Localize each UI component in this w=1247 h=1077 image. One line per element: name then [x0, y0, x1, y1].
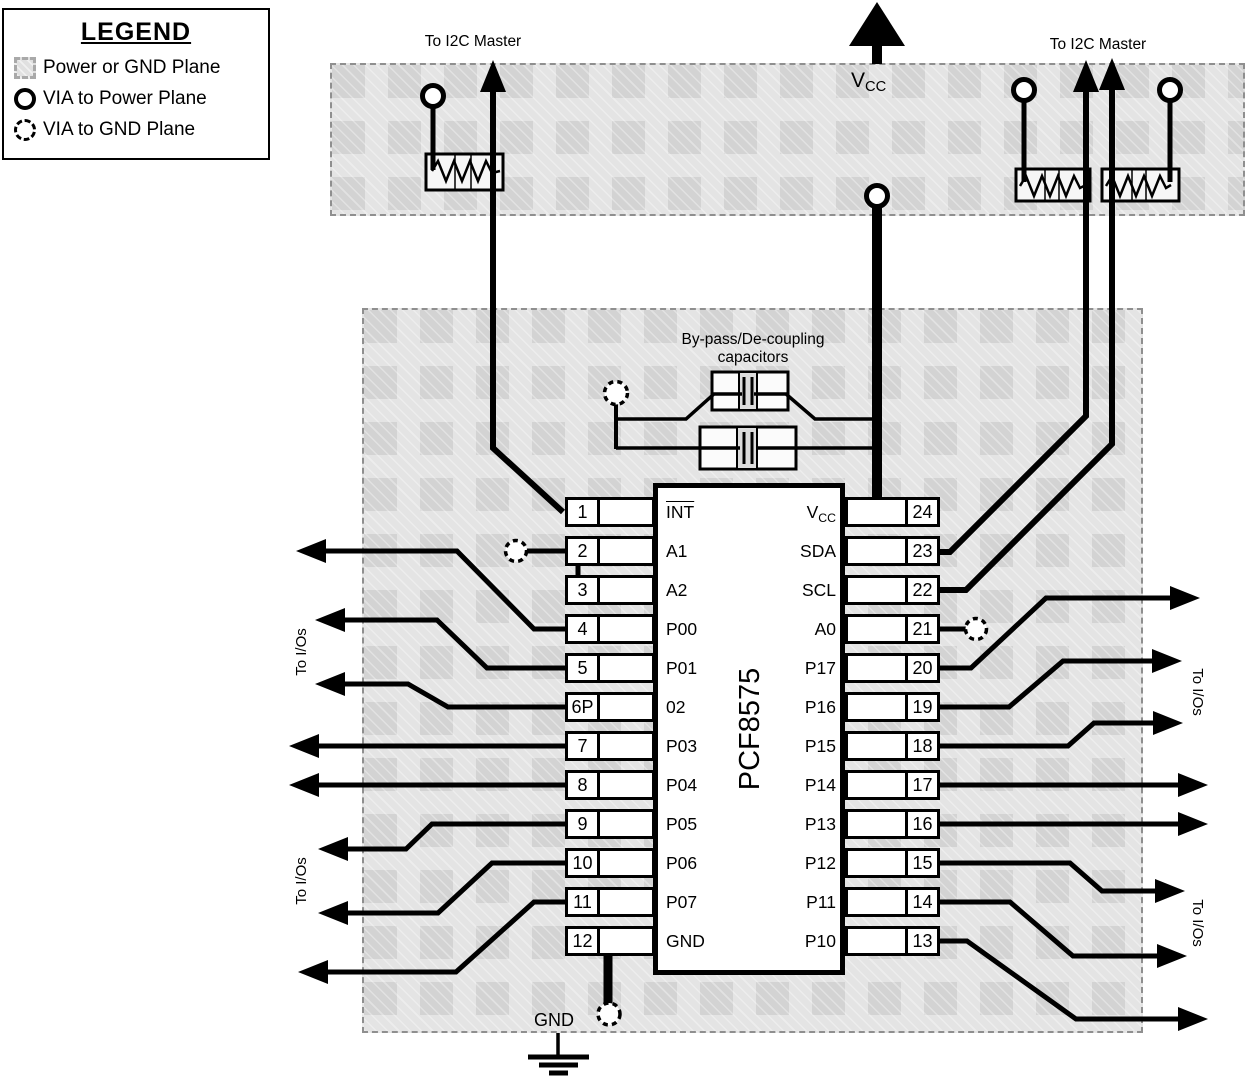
pin-label-a1: A1 [666, 541, 688, 561]
power-via-right-a [1014, 80, 1035, 101]
pin-pad [845, 926, 905, 956]
pin-number: 20 [905, 653, 940, 683]
pin-label-gnd: GND [666, 931, 705, 951]
power-via-right-b [1160, 80, 1181, 101]
via-gnd-icon [14, 119, 36, 141]
scl-arrowhead [1099, 58, 1125, 90]
pin-pad [600, 926, 655, 956]
pin-number: 3 [565, 575, 600, 605]
p00-trace [322, 551, 566, 629]
pin-11 [565, 887, 655, 917]
pin-number: 14 [905, 887, 940, 917]
pin-number: 21 [905, 614, 940, 644]
p12-arrowhead [1155, 879, 1185, 903]
pin-pad [600, 614, 655, 644]
left-pin-column [565, 497, 655, 965]
to-ios-label-right-2: To I/Os [1189, 899, 1206, 947]
p10-trace [940, 941, 1180, 1019]
pin-number: 17 [905, 770, 940, 800]
pin-pad [845, 692, 905, 722]
p17-arrowhead [1170, 586, 1200, 610]
pin-label-int: $\overline{INT}$ [666, 502, 695, 522]
pin-19 [845, 692, 940, 722]
bypass-capacitor-top [617, 372, 874, 419]
pin-24 [845, 497, 940, 527]
pin-label-p14: P14 [804, 775, 836, 795]
legend-item-via-gnd [14, 119, 258, 141]
legend-title: LEGEND [80, 18, 192, 46]
via-power-icon [14, 88, 36, 110]
vcc-arrowhead [849, 2, 905, 46]
pin-number: 1 [565, 497, 600, 527]
legend-item-label: VIA to Power Plane [43, 88, 207, 109]
pin-number: 9 [565, 809, 600, 839]
pin-pad [600, 497, 655, 527]
pin-8 [565, 770, 655, 800]
power-via-vcc [867, 186, 888, 207]
p11-arrowhead [1157, 944, 1187, 968]
p02-trace [341, 684, 566, 707]
earth-ground-symbol [528, 1033, 589, 1073]
legend-item-plane [14, 57, 258, 79]
pullup-resistor-right-a [1016, 169, 1090, 201]
pin-23 [845, 536, 940, 566]
pin-number: 16 [905, 809, 940, 839]
pin-number: 7 [565, 731, 600, 761]
pin-label-a2: A2 [666, 580, 688, 600]
pin-1 [565, 497, 655, 527]
p03-arrowhead [289, 734, 319, 758]
pin-pad [600, 536, 655, 566]
pin-number: 18 [905, 731, 940, 761]
pin-3 [565, 575, 655, 605]
pin-label-scl: SCL [801, 580, 836, 600]
pin-pad [845, 653, 905, 683]
sda-arrowhead [1073, 60, 1099, 92]
pin-number: 22 [905, 575, 940, 605]
pin-number: 4 [565, 614, 600, 644]
pin-number: 8 [565, 770, 600, 800]
pin-label-p12: P12 [804, 853, 836, 873]
p00-arrowhead [296, 539, 326, 563]
p02-arrowhead [315, 672, 345, 696]
gnd-via-cap [605, 382, 628, 405]
pin-13 [845, 926, 940, 956]
pin-label-vcc: $V_{CC}$ [806, 502, 836, 525]
gnd-via-a0 [966, 619, 987, 640]
legend-item-via-power [14, 88, 258, 110]
pin-number: 2 [565, 536, 600, 566]
p15-trace [940, 723, 1155, 746]
pin-7 [565, 731, 655, 761]
chip-right-pin-labels [738, 497, 836, 965]
pin-number: 5 [565, 653, 600, 683]
pin-4 [565, 614, 655, 644]
pin-label-sda: SDA [800, 541, 836, 561]
pin-label-p17: P17 [804, 658, 836, 678]
to-ios-label-right-1: To I/Os [1189, 668, 1206, 716]
gnd-via-bottom [598, 1003, 620, 1025]
legend [2, 8, 270, 160]
pin-number: 10 [565, 848, 600, 878]
pin-label-a0: A0 [814, 619, 836, 639]
pin-pad [600, 809, 655, 839]
pin-6P [565, 692, 655, 722]
pin-pad [600, 770, 655, 800]
gnd-label: GND [534, 1010, 574, 1030]
p04-arrowhead [289, 773, 319, 797]
bypass-capacitor-bottom [616, 427, 874, 469]
p12-trace [940, 863, 1157, 891]
bypass-capacitors-label: By-pass/De-coupling capacitors [681, 331, 825, 366]
pin-label-p01: P01 [666, 658, 698, 678]
to-i2c-master-label-right: To I2C Master [1049, 36, 1147, 53]
p05-trace [344, 824, 566, 849]
chip-name: PCF8575 [734, 667, 766, 791]
pin-pad [600, 887, 655, 917]
pin-20 [845, 653, 940, 683]
p05-arrowhead [318, 837, 348, 861]
int-arrowhead [480, 60, 506, 92]
pin-number: 6P [565, 692, 600, 722]
p10-arrowhead [1178, 1007, 1208, 1031]
pin-pad [845, 809, 905, 839]
pin-pad [845, 731, 905, 761]
to-ios-label-left-2: To I/Os [293, 857, 310, 905]
pin-pad [600, 848, 655, 878]
pin-label-p00: P00 [666, 619, 698, 639]
int-trace [493, 86, 563, 512]
pin-label-p16: P16 [804, 697, 836, 717]
p15-arrowhead [1153, 711, 1183, 735]
pin-2 [565, 536, 655, 566]
p07-arrowhead [298, 960, 328, 984]
pin-label-p04: P04 [666, 775, 698, 795]
pin-10 [565, 848, 655, 878]
pin-label-p15: P15 [804, 736, 836, 756]
pin-16 [845, 809, 940, 839]
pin-label-p03: P03 [666, 736, 698, 756]
vcc-label: $V_{CC}$ [851, 69, 887, 95]
pin-number: 19 [905, 692, 940, 722]
pin-pad [845, 770, 905, 800]
pin-pad [845, 497, 905, 527]
p13-arrowhead [1178, 812, 1208, 836]
pin-14 [845, 887, 940, 917]
legend-item-label: Power or GND Plane [43, 57, 221, 78]
legend-item-label: VIA to GND Plane [43, 119, 196, 140]
to-ios-label-left-1: To I/Os [293, 628, 310, 676]
pin-12 [565, 926, 655, 956]
pin-21 [845, 614, 940, 644]
sda-trace [940, 90, 1086, 552]
pin-number: 11 [565, 887, 600, 917]
pin-label-p10: P10 [804, 931, 836, 951]
pin-pad [600, 692, 655, 722]
power-via-left [423, 86, 444, 107]
pin-number: 24 [905, 497, 940, 527]
pin-pad [600, 731, 655, 761]
pin-pad [845, 614, 905, 644]
pin-22 [845, 575, 940, 605]
pin-9 [565, 809, 655, 839]
p06-arrowhead [318, 901, 348, 925]
p01-arrowhead [315, 608, 345, 632]
pin-label-p07: P07 [666, 892, 698, 912]
pin-15 [845, 848, 940, 878]
p16-arrowhead [1152, 649, 1182, 673]
pin-pad [845, 887, 905, 917]
pin-label-p13: P13 [804, 814, 836, 834]
pin-pad [845, 536, 905, 566]
pin-number: 12 [565, 926, 600, 956]
pin-number: 23 [905, 536, 940, 566]
pin-label-p11: P11 [806, 892, 836, 912]
pin-18 [845, 731, 940, 761]
pin-pad [600, 575, 655, 605]
pin-label-p05: P05 [666, 814, 698, 834]
pin-label-p06: P06 [666, 853, 698, 873]
pin-5 [565, 653, 655, 683]
pin-label-02: 02 [666, 697, 686, 717]
pin-number: 13 [905, 926, 940, 956]
pin-pad [845, 575, 905, 605]
right-pin-column [845, 497, 940, 965]
p14-arrowhead [1178, 773, 1208, 797]
to-i2c-master-label-left: To I2C Master [424, 33, 522, 50]
pin-17 [845, 770, 940, 800]
pin-number: 15 [905, 848, 940, 878]
gnd-via-a1 [506, 541, 527, 562]
pin-pad [600, 653, 655, 683]
plane-swatch-icon [14, 57, 36, 79]
pin-pad [845, 848, 905, 878]
